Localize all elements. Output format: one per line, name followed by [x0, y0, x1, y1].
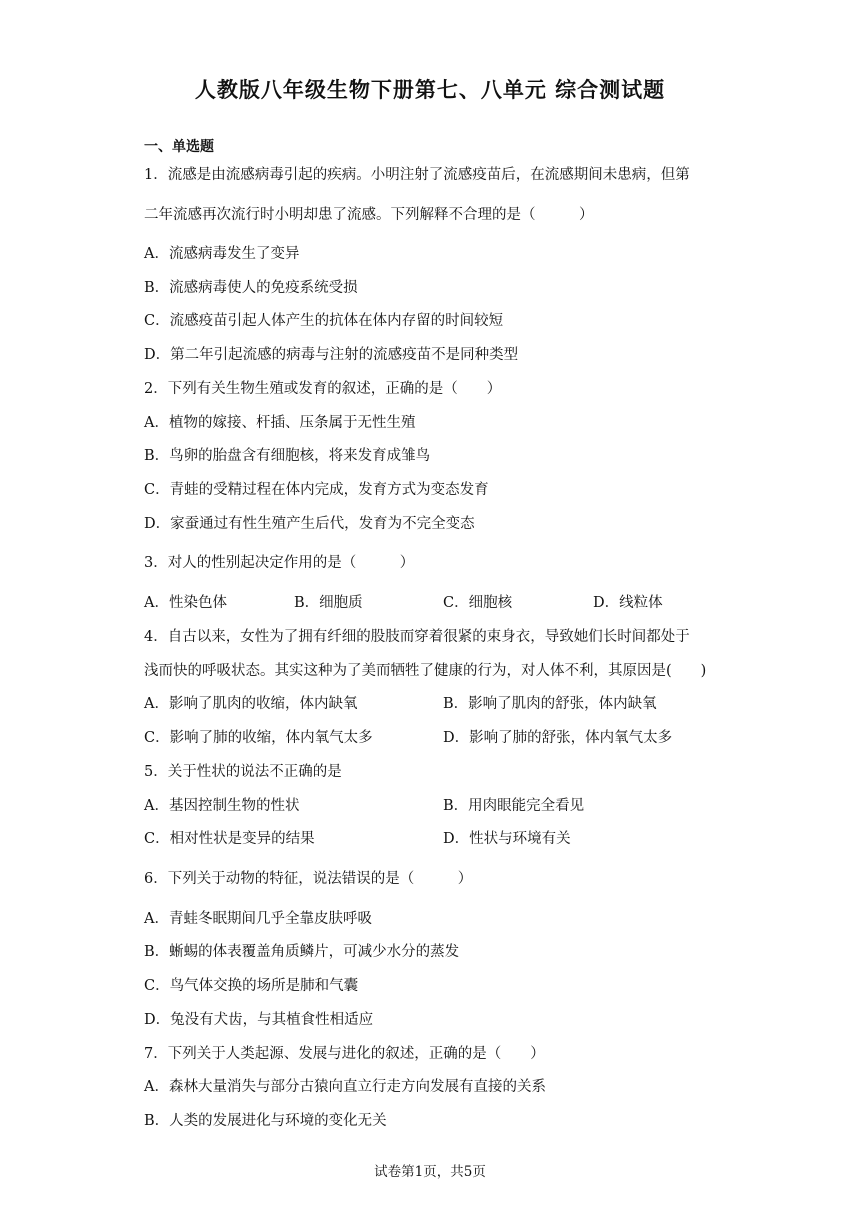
question-2-option-d: D．家蚕通过有性生殖产生后代，发育为不完全变态: [144, 516, 475, 532]
question-5-option-b: B．用肉眼能完全看见: [443, 798, 585, 814]
question-7-option-b: B．人类的发展进化与环境的变化无关: [144, 1113, 387, 1129]
question-1-option-d: D．第二年引起流感的病毒与注射的流感疫苗不是同种类型: [144, 347, 519, 363]
question-1-option-b: B．流感病毒使人的免疫系统受损: [144, 280, 358, 296]
question-4-option-c: C．影响了肺的收缩，体内氧气太多: [144, 730, 373, 746]
question-6-option-c: C．鸟气体交换的场所是肺和气囊: [144, 978, 359, 994]
question-1-stem-line2: 二年流感再次流行时小明却患了流感。下列解释不合理的是（ ）: [144, 207, 594, 223]
page-footer: 试卷第1页，共5页: [374, 1164, 486, 1180]
question-2-stem: 2．下列有关生物生殖或发育的叙述，正确的是（ ）: [144, 381, 502, 397]
question-3-stem: 3．对人的性别起决定作用的是（ ）: [144, 555, 415, 571]
question-2-option-b: B．鸟卵的胎盘含有细胞核，将来发育成雏鸟: [144, 448, 431, 464]
question-4-stem-line1: 4．自古以来，女性为了拥有纤细的股肢而穿着很紧的束身衣，导致她们长时间都处于: [144, 629, 690, 645]
question-5-option-a: A．基因控制生物的性状: [144, 798, 300, 814]
question-4-option-d: D．影响了肺的舒张，体内氧气太多: [443, 730, 673, 746]
question-3-option-d: D．线粒体: [593, 595, 663, 611]
question-6-option-b: B．蜥蜴的体表覆盖角质鳞片，可减少水分的蒸发: [144, 944, 460, 960]
question-1-stem-line1: 1．流感是由流感病毒引起的疾病。小明注射了流感疫苗后，在流感期间未患病，但第: [144, 167, 690, 183]
question-6-stem: 6．下列关于动物的特征，说法错误的是（ ）: [144, 871, 473, 887]
question-3-option-a: A．性染色体: [144, 595, 227, 611]
question-6-option-a: A．青蛙冬眠期间几乎全靠皮肤呼吸: [144, 911, 372, 927]
question-4-stem-line2: 浅而快的呼吸状态。其实这种为了美而牺牲了健康的行为，对人体不利，其原因是( ): [144, 663, 707, 679]
question-6-option-d: D．兔没有犬齿，与其植食性相适应: [144, 1012, 374, 1028]
question-7-stem: 7．下列关于人类起源、发展与进化的叙述，正确的是（ ）: [144, 1046, 545, 1062]
question-4-option-b: B．影响了肌肉的舒张，体内缺氧: [443, 696, 657, 712]
question-1-option-a: A．流感病毒发生了变异: [144, 246, 300, 262]
section-heading: 一、单选题: [144, 139, 214, 155]
question-2-option-c: C．青蛙的受精过程在体内完成，发育方式为变态发育: [144, 482, 489, 498]
question-1-option-c: C．流感疫苗引起人体产生的抗体在体内存留的时间较短: [144, 313, 504, 329]
question-7-option-a: A．森林大量消失与部分古猿向直立行走方向发展有直接的关系: [144, 1079, 546, 1095]
question-5-option-d: D．性状与环境有关: [443, 831, 571, 847]
question-5-stem: 5．关于性状的说法不正确的是: [144, 764, 342, 780]
question-3-option-c: C．细胞核: [443, 595, 513, 611]
question-5-option-c: C．相对性状是变异的结果: [144, 831, 315, 847]
question-4-option-a: A．影响了肌肉的收缩，体内缺氧: [144, 696, 358, 712]
question-2-option-a: A．植物的嫁接、杆插、压条属于无性生殖: [144, 415, 416, 431]
question-3-option-b: B．细胞质: [294, 595, 363, 611]
page-title: 人教版八年级生物下册第七、八单元 综合测试题: [194, 78, 666, 102]
